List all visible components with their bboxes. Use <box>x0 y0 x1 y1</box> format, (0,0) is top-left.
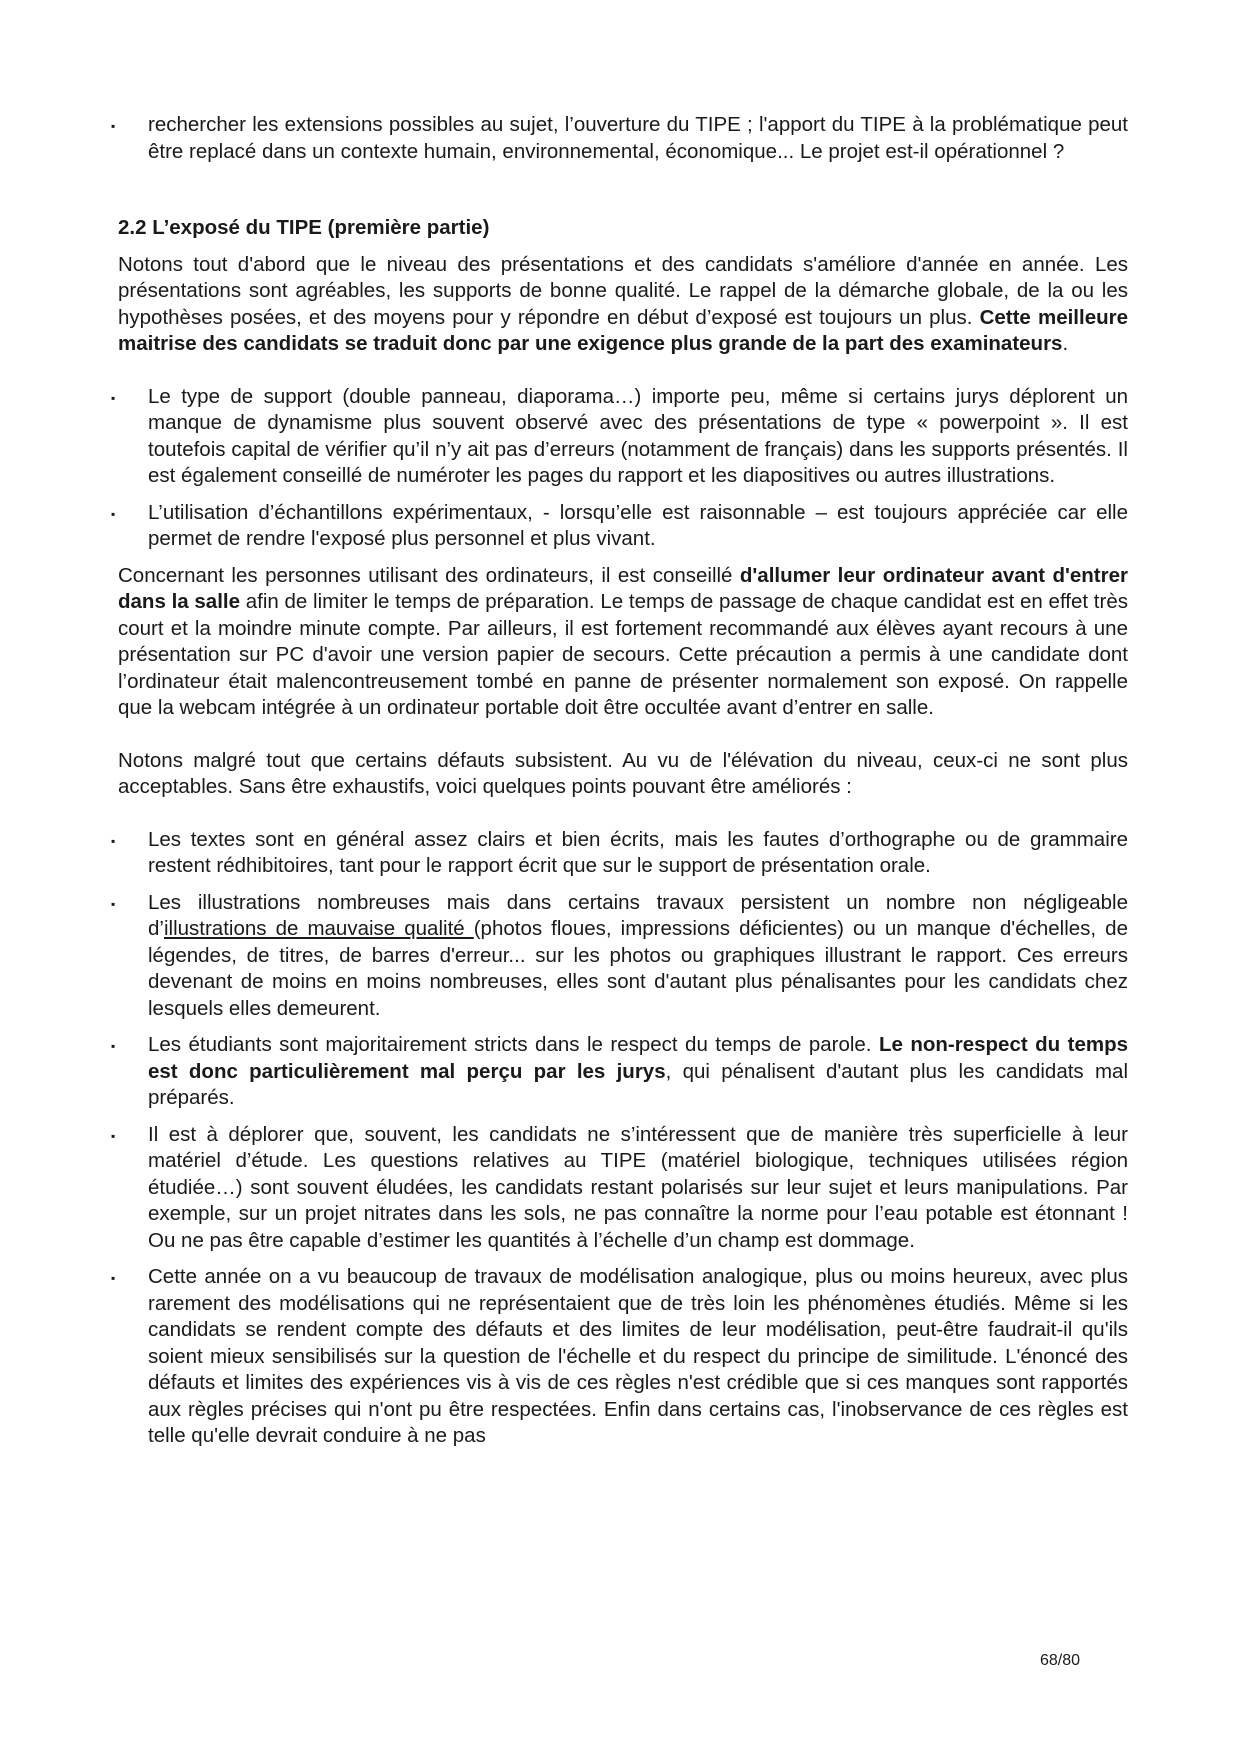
list-item <box>111 827 1128 880</box>
list-item <box>111 112 1128 165</box>
list-item-text: , qui pénalisent d'autant plus les candidats mal préparés. <box>148 1059 1128 1109</box>
list-item-text: rechercher les extensions possibles au sujet, l’ouverture du TIPE ; l'apport du TIPE à la problématique peut être replacé dans un contexte humain, environnemental, économique... Le projet est-il opérationnel ? <box>148 113 1128 163</box>
list-item-text: Cette année on a vu beaucoup de travaux de modélisation analogique, plus ou moins heureux, avec plus rarement des modélisations qui ne représentaient que de très loin les phénomènes étudiés. Même si les candidats se rendent compte des défauts et des limites de leur modélisation, peut-être faudrait-il qu'ils soient mieux sensibilisés sur la question de l'échelle et du respect du principe de similitude. L'énoncé des défauts et limites des expériences vis à vis de ces règles n'est crédible que si ces manques sont rapportés aux règles précises qui n'ont pu être respectées. Enfin dans certains cas, l'inobservance de ces règles est telle qu'elle devrait conduire à ne pas <box>148 1265 1128 1447</box>
list-item <box>111 1264 1128 1450</box>
bullet-icon: ▪ <box>111 833 116 848</box>
list-item-text: L’utilisation d’échantillons expérimentaux, - lorsqu’elle est raisonnable – est toujours appréciée car elle permet de rendre l'exposé plus personnel et plus vivant. <box>148 500 1128 550</box>
bullet-icon: ▪ <box>111 1271 116 1285</box>
list-item <box>111 890 1128 1023</box>
bullet-icon: ▪ <box>111 896 116 911</box>
list-item-bold-text: Le non-respect du temps est donc particulièrement mal perçu par les jurys <box>148 1033 1128 1083</box>
document-page <box>111 112 1128 1450</box>
list-item-text: Les étudiants sont majoritairement stricts dans le respect du temps de parole. <box>148 1033 879 1056</box>
list-item-text: Les illustrations nombreuses mais dans certains travaux persistent un nombre non négligeable d’ <box>148 890 1128 940</box>
list-item-text: Le type de support (double panneau, diaporama…) importe peu, même si certains jurys déplorent un manque de dynamisme plus souvent observé avec des présentations de type « powerpoint ». Il est toutefois capital de vérifier qu’il n’y ait pas d’erreurs (notamment de français) dans les supports présentés. Il est également conseillé de numéroter les pages du rapport et les diapositives ou autres illustrations. <box>148 384 1128 487</box>
underlined-text: illustrations de mauvaise qualité <box>163 917 474 940</box>
paragraph <box>118 563 1128 722</box>
paragraph-text: Notons tout d'abord que le niveau des présentations et des candidats s'améliore d'année en année. Les présentations sont agréables, les supports de bonne qualité. Le rappel de la démarche globale, de la ou les hypothèses posées, et des moyens pour y répondre en début d’exposé est toujours un plus. <box>118 252 1128 329</box>
bullet-icon: ▪ <box>111 119 116 133</box>
paragraph-text: afin de limiter le temps de préparation. Le temps de passage de chaque candidat est en effet très court et la moindre minute compte. Par ailleurs, il est fortement recommandé aux élèves ayant recours à une présentation sur PC d'avoir une version papier de secours. Cette précaution a permis à une candidate dont l’ordinateur était malencontreusement tombé en panne de présenter normalement son exposé. On rappelle que la webcam intégrée à un ordinateur portable doit être occultée avant d’entrer en salle. <box>118 590 1128 719</box>
paragraph: Notons malgré tout que certains défauts subsistent. Au vu de l'élévation du niveau, ceux-ci ne sont plus acceptables. Sans être exhaustifs, voici quelques points pouvant être améliorés : <box>118 748 1128 798</box>
list-item <box>111 1032 1128 1112</box>
bullet-icon: ▪ <box>111 390 116 405</box>
paragraph-text: . <box>1062 332 1069 355</box>
list-item <box>111 384 1128 490</box>
bullet-icon: ▪ <box>111 506 116 521</box>
list-item-text: (photos floues, impressions déficientes) ou un manque d'échelles, de légendes, de titres, de barres d'erreur... sur les photos ou graphiques illustrant le rapport. Ces erreurs devenant de moins en moins nombreuses, elles sont d'autant plus pénalisantes pour les candidats chez lesquels elles demeurent. <box>148 917 1128 1020</box>
paragraph-bold-text: Cette meilleure maitrise des candidats se traduit donc par une exigence plus grande de la part des examinateurs <box>118 305 1128 355</box>
bullet-icon: ▪ <box>111 1128 116 1143</box>
paragraph <box>118 252 1128 358</box>
list-item-text: Les textes sont en général assez clairs et bien écrits, mais les fautes d’orthographe ou de grammaire restent rédhibitoires, tant pour le rapport écrit que sur le support de présentation orale. <box>148 827 1128 877</box>
paragraph-text: Concernant les personnes utilisant des ordinateurs, il est conseillé <box>118 563 740 587</box>
bullet-icon: ▪ <box>111 1039 116 1053</box>
list-item <box>111 1122 1128 1255</box>
page-number: 68/80 <box>1040 1652 1081 1669</box>
paragraph-bold-text: d'allumer leur ordinateur avant d'entrer dans la salle <box>118 563 1128 613</box>
list-item-text: Il est à déplorer que, souvent, les candidats ne s’intéressent que de manière très superficielle à leur matériel d’étude. Les questions relatives au TIPE (matériel biologique, techniques utilisées région étudiée…) sont souvent éludées, les candidats restant polarisés sur leur sujet et leurs manipulations. Par exemple, sur un projet nitrates dans les sols, ne pas connaître la norme pour l’eau potable est étonnant ! Ou ne pas être capable d’estimer les quantités à l’échelle d’un champ est dommage. <box>148 1122 1128 1252</box>
list-item <box>111 500 1128 553</box>
section-title: 2.2 L’exposé du TIPE (première partie) <box>118 216 490 239</box>
